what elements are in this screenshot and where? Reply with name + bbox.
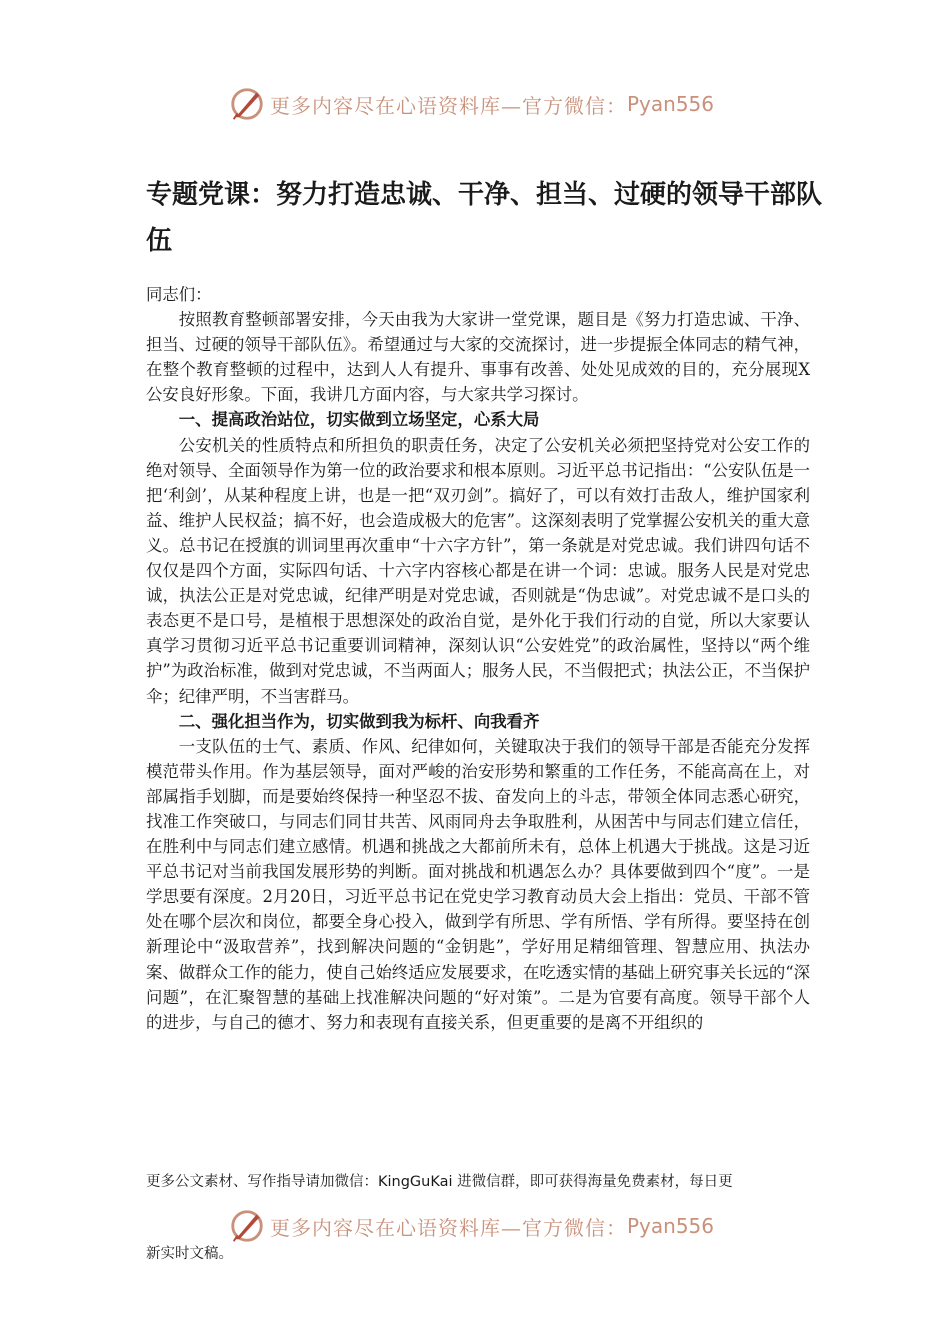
banner-text: 更多内容尽在心语资料库—官方微信：: [270, 1215, 627, 1240]
footer-note-continued: 新实时文稿。: [146, 1246, 233, 1262]
paragraph-intro: 按照教育整顿部署安排，今天由我为大家讲一堂党课，题目是《努力打造忠诚、干净、担当、过硬的领导干部队伍》。希望通过与大家的交流探讨，进一步提振全体同志的精气神，在整个教育整顿的过程中，达到人人有提升、事事有改善、处处见成效的目的，充分展现X公安良好形象。下面，我讲几方面内容，与大家共学习探讨。: [146, 310, 810, 405]
banner-text: 更多内容尽在心语资料库—官方微信：: [270, 93, 627, 118]
document-body: [146, 282, 810, 1035]
banner-wechat-id: Pyan556: [627, 1214, 715, 1238]
footer-banner: [228, 1206, 728, 1246]
banner-wechat-id: Pyan556: [627, 92, 715, 116]
paragraph-section-2: 一支队伍的士气、素质、作风、纪律如何，关键取决于我们的领导干部是否能充分发挥模范带头作用。作为基层领导，面对严峻的治安形势和繁重的工作任务，不能高高在上，对部属指手划脚，而是要始终保持一种坚忍不拔、奋发向上的斗志，带领全体同志悉心研究，找准工作突破口，与同志们同甘共苦、风雨同舟去争取胜利，从困苦中与同志们建立信任，在胜利中与同志们建立感情。机遇和挑战之大都前所未有，总体上机遇大于挑战。这是习近平总书记对当前我国发展形势的判断。面对挑战和机遇怎么办？具体要做到四个“度”。一是学思要有深度。2月20日，习近平总书记在党史学习教育动员大会上指出：党员、干部不管处在哪个层次和岗位，都要全身心投入，做到学有所思、学有所悟、学有所得。要坚持在创新理论中“汲取营养”，找到解决问题的“金钥匙”，学好用足精细管理、智慧应用、执法办案、做群众工作的能力，使自己始终适应发展要求，在吃透实情的基础上研究事关长远的“深问题”，在汇聚智慧的基础上找准解决问题的“好对策”。二是为官要有高度。领导干部个人的进步，与自己的德才、努力和表现有直接关系，但更重要的是离不开组织的: [146, 736, 811, 1032]
footer-note: 更多公文素材、写作指导请加微信：KingGuKai 进微信群，即可获得海量免费素材，每日更: [146, 1174, 733, 1190]
section-heading-1: 一、提高政治站位，切实做到立场坚定，心系大局: [178, 410, 540, 430]
greeting: 同志们：: [146, 285, 212, 304]
section-heading-2: 二、强化担当作为，切实做到我为标杆、向我看齐: [178, 711, 540, 731]
header-banner: [228, 84, 728, 124]
quill-logo-icon: [228, 1207, 266, 1245]
paragraph-section-1: 公安机关的性质特点和所担负的职责任务，决定了公安机关必须把坚持党对公安工作的绝对领导、全面领导作为第一位的政治要求和根本原则。习近平总书记指出：“公安队伍是一把‘利剑’，从某种程度上讲，也是一把“双刃剑”。搞好了，可以有效打击敌人，维护国家利益、维护人民权益；搞不好，也会造成极大的危害”。这深刻表明了党掌握公安机关的重大意义。总书记在授旗的训词里再次重申“十六字方针”，第一条就是对党忠诚。我们讲四句话不仅仅是四个方面，实际四句话、十六字内容核心都是在讲一个词：忠诚。服务人民是对党忠诚，执法公正是对党忠诚，纪律严明是对党忠诚，否则就是“伪忠诚”。对党忠诚不是口头的表态更不是口号，是植根于思想深处的政治自觉，是外化于我们行动的自觉，所以大家要认真学习贯彻习近平总书记重要训词精神，深刻认识“公安姓党”的政治属性，坚持以“两个维护”为政治标准，做到对党忠诚，不当两面人；服务人民，不当假把式；执法公正，不当保护伞；纪律严明，不当害群马。: [146, 435, 811, 706]
quill-logo-icon: [228, 85, 266, 123]
page-title: 专题党课：努力打造忠诚、干净、担当、过硬的领导干部队伍: [146, 180, 823, 256]
